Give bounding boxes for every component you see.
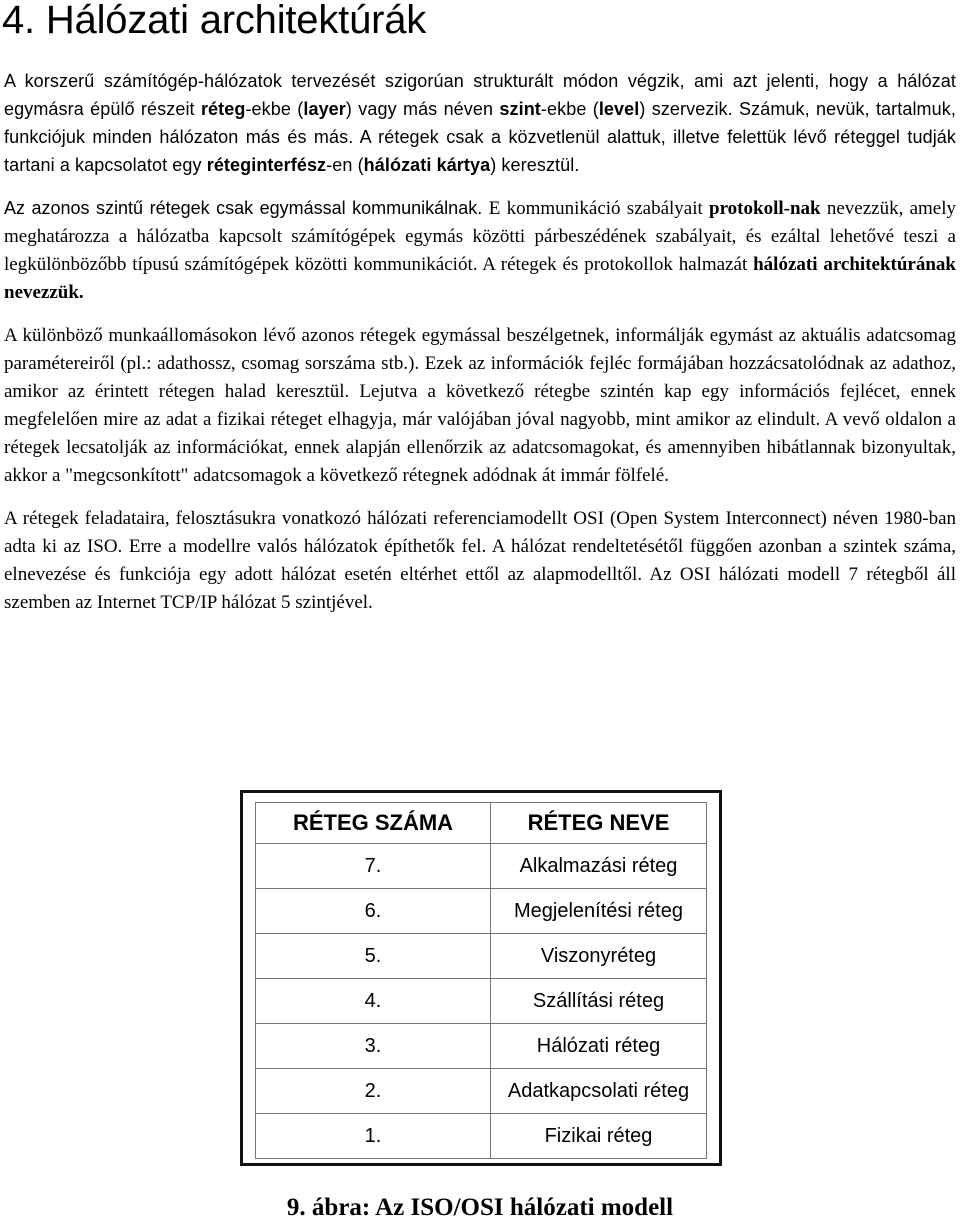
osi-layer-table xyxy=(255,802,707,1159)
layer-name: Viszonyréteg xyxy=(491,934,707,979)
bold-term: level xyxy=(598,99,640,119)
table-row xyxy=(256,1024,707,1069)
layer-number: 7. xyxy=(256,844,491,889)
text-run: ) szervezik. Számuk, nevük, tartalmuk, funkciójuk minden hálózaton más és más. A rétegek csak a közvetlenül alattuk, illetve felettük lévő réteggel tudják tartani a kapcsolatot egy xyxy=(4,99,956,175)
layer-number: 5. xyxy=(256,934,491,979)
page-title: 4. Hálózati architektúrák xyxy=(2,0,427,42)
bold-term: szint xyxy=(499,99,541,119)
layer-name: Hálózati réteg xyxy=(491,1024,707,1069)
text-run: A rétegek feladataira, felosztásukra vonatkozó hálózati referenciamodellt OSI (Open System Interconnect) néven 1980-ban adta ki az ISO. Erre a modellre valós hálózatok építhetők fel. A hálózat rendeltetésétől függően azonban a szintek száma, elnevezése és funkciója egy adott hálózat esetén eltérhet ettől az alapmodelltől. Az OSI hálózati modell 7 rétegből áll szemben az Internet TCP/IP hálózat 5 szintjével. xyxy=(4,508,956,613)
osi-model-figure xyxy=(240,790,722,1166)
column-header-layer-name: RÉTEG NEVE xyxy=(491,803,707,844)
layer-number: 1. xyxy=(256,1114,491,1159)
column-header-layer-number: RÉTEG SZÁMA xyxy=(256,803,491,844)
paragraph xyxy=(4,67,956,179)
layer-number: 3. xyxy=(256,1024,491,1069)
table-row xyxy=(256,934,707,979)
paragraph xyxy=(4,505,956,617)
layer-name: Alkalmazási réteg xyxy=(491,844,707,889)
bold-term: réteginterfész xyxy=(206,155,327,175)
table-row xyxy=(256,889,707,934)
bold-term: hálózati architektúrának nevezzük. xyxy=(4,254,956,303)
text-run: ) keresztül. xyxy=(490,155,580,175)
bold-term: protokoll-nak xyxy=(709,198,821,219)
layer-name: Fizikai réteg xyxy=(491,1114,707,1159)
text-run: E kommunikáció szabályait xyxy=(488,198,710,219)
bold-term: hálózati kártya xyxy=(363,155,491,175)
bold-term: layer xyxy=(303,99,346,119)
text-run: -ekbe ( xyxy=(245,99,304,119)
layer-name: Megjelenítési réteg xyxy=(491,889,707,934)
text-run: A különböző munkaállomásokon lévő azonos rétegek egymással beszélgetnek, informálják egymást az aktuális adatcsomag paramétereiről (pl.: adathossz, csomag sorszáma stb.). Ezek az információk fejléc formájában hozzácsatolódnak az adathoz, amikor az érintett rétegen halad keresztül. Lejutva a következő rétegbe szintén kap egy információs fejlécet, ennek megfelelően mire az adat a fizikai réteget elhagyja, már valójában jóval nagyobb, mint amikor az elindult. A vevő oldalon a rétegek lecsatolják az információkat, ennek alapján ellenőrzik az adatcsomagokat, és amennyiben hibátlannak bizonyultak, akkor a "megcsonkított" adatcsomagok a következő rétegnek adódnak át immár fölfelé. xyxy=(4,325,956,486)
figure-caption: 9. ábra: Az ISO/OSI hálózati modell xyxy=(286,1194,674,1221)
text-run: A korszerű számítógép-hálózatok tervezését szigorúan strukturált módon végzik, ami azt jelenti, hogy a hálózat egymásra épülő részeit xyxy=(4,71,956,119)
table-row xyxy=(256,844,707,889)
text-run: ) vagy más néven xyxy=(345,99,500,119)
layer-number: 6. xyxy=(256,889,491,934)
body-text xyxy=(4,67,956,617)
paragraph-lead xyxy=(4,198,489,218)
table-row xyxy=(256,1069,707,1114)
table-row xyxy=(256,979,707,1024)
layer-name: Szállítási réteg xyxy=(491,979,707,1024)
layer-number: 2. xyxy=(256,1069,491,1114)
bold-term: réteg xyxy=(200,99,246,119)
paragraph xyxy=(4,322,956,490)
table-header-row xyxy=(256,803,707,844)
text-run: nevezzük, amely meghatározza a hálózatba kapcsolt számítógépek egymás közötti párbeszédének szabályait, és ezáltal lehetővé teszi a legkülönbözőbb típusú számítógépek közötti kommunikációt. A rétegek és protokollok halmazát xyxy=(4,198,956,275)
paragraph xyxy=(4,194,956,307)
layer-number: 4. xyxy=(256,979,491,1024)
table-row xyxy=(256,1114,707,1159)
layer-name: Adatkapcsolati réteg xyxy=(491,1069,707,1114)
text-run: -ekbe ( xyxy=(540,99,599,119)
text-run: Az azonos szintű rétegek csak egymással kommunikálnak. xyxy=(4,198,489,218)
text-run: -en ( xyxy=(326,155,364,175)
